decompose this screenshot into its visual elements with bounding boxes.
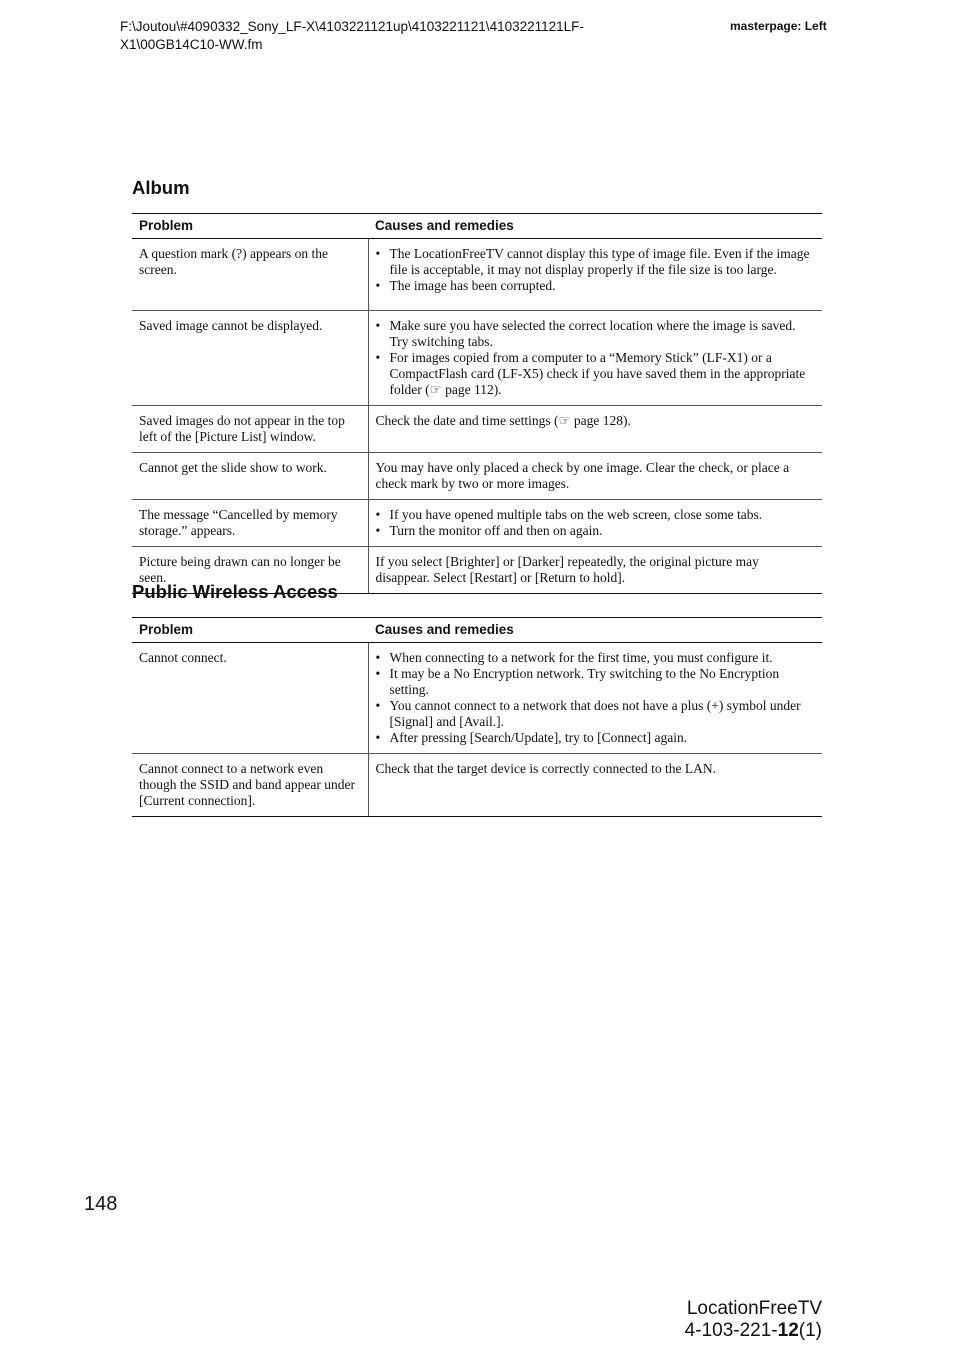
table-row [132, 500, 822, 547]
header-masterpage: masterpage: Left [730, 19, 827, 33]
footer [685, 1298, 822, 1342]
remedy-item: • After pressing [Search/Update], try to [Connect] again. [376, 730, 816, 746]
remedy-item: • The image has been corrupted. [376, 278, 816, 294]
remedy-cell [368, 643, 822, 754]
table-row [132, 239, 822, 311]
album-heading: Album [132, 177, 190, 198]
table-row [132, 311, 822, 406]
album-col-causes: Causes and remedies [368, 214, 822, 239]
remedy-list [376, 507, 816, 539]
footer-code-bold: 12 [777, 1320, 799, 1341]
album-col-problem: Problem [132, 214, 368, 239]
remedy-list [376, 318, 816, 398]
remedy-item: • When connecting to a network for the first time, you must configure it. [376, 650, 816, 666]
remedy-cell [368, 239, 822, 311]
wireless-table [132, 617, 822, 817]
table-row [132, 453, 822, 500]
table-row [132, 406, 822, 453]
problem-cell: Cannot get the slide show to work. [132, 453, 368, 500]
remedy-cell: You may have only placed a check by one image. Clear the check, or place a check mark by two or more images. [368, 453, 822, 500]
problem-cell: Picture being drawn can no longer be seen. [132, 547, 368, 594]
page-number: 148 [84, 1193, 118, 1215]
problem-cell: Cannot connect to a network even though the SSID and band appear under [Current connection]. [132, 754, 368, 817]
remedy-list [376, 650, 816, 746]
remedy-item: • For images copied from a computer to a “Memory Stick” (LF-X1) or a CompactFlash card (LF-X5) check if you have saved them in the appropriate folder (☞ page 112). [376, 350, 816, 398]
wireless-heading: Public Wireless Access [132, 581, 338, 602]
footer-code-suffix: (1) [798, 1320, 822, 1341]
album-table [132, 213, 822, 594]
footer-code-prefix: 4-103-221- [684, 1320, 778, 1341]
problem-cell: Cannot connect. [132, 643, 368, 754]
album-table-header [132, 214, 822, 239]
remedy-item: • Make sure you have selected the correct location where the image is saved. Try switching tabs. [376, 318, 816, 350]
problem-cell: Saved image cannot be displayed. [132, 311, 368, 406]
remedy-cell [368, 311, 822, 406]
remedy-cell [368, 500, 822, 547]
footer-code [685, 1320, 822, 1342]
wireless-col-problem: Problem [132, 618, 368, 643]
table-row [132, 754, 822, 817]
problem-cell: The message “Cancelled by memory storage.” appears. [132, 500, 368, 547]
problem-cell: Saved images do not appear in the top left of the [Picture List] window. [132, 406, 368, 453]
remedy-cell: If you select [Brighter] or [Darker] repeatedly, the original picture may disappear. Select [Restart] or [Return to hold]. [368, 547, 822, 594]
problem-cell: A question mark (?) appears on the screen. [132, 239, 368, 311]
remedy-item: • You cannot connect to a network that does not have a plus (+) symbol under [Signal] and [Avail.]. [376, 698, 816, 730]
header-file-path: F:\Joutou\#4090332_Sony_LF-X\4103221121up\4103221121\4103221121LF-X1\00GB14C10-WW.fm [120, 19, 584, 52]
remedy-item: • If you have opened multiple tabs on the web screen, close some tabs. [376, 507, 816, 523]
remedy-list [376, 246, 816, 294]
remedy-item: • The LocationFreeTV cannot display this type of image file. Even if the image file is acceptable, it may not display properly if the file size is too large. [376, 246, 816, 278]
remedy-item: • It may be a No Encryption network. Try switching to the No Encryption setting. [376, 666, 816, 698]
remedy-cell: Check that the target device is correctly connected to the LAN. [368, 754, 822, 817]
remedy-item: • Turn the monitor off and then on again. [376, 523, 816, 539]
table-row [132, 643, 822, 754]
remedy-cell: Check the date and time settings (☞ page 128). [368, 406, 822, 453]
wireless-col-causes: Causes and remedies [368, 618, 822, 643]
wireless-table-header [132, 618, 822, 643]
footer-product: LocationFreeTV [686, 1298, 822, 1319]
